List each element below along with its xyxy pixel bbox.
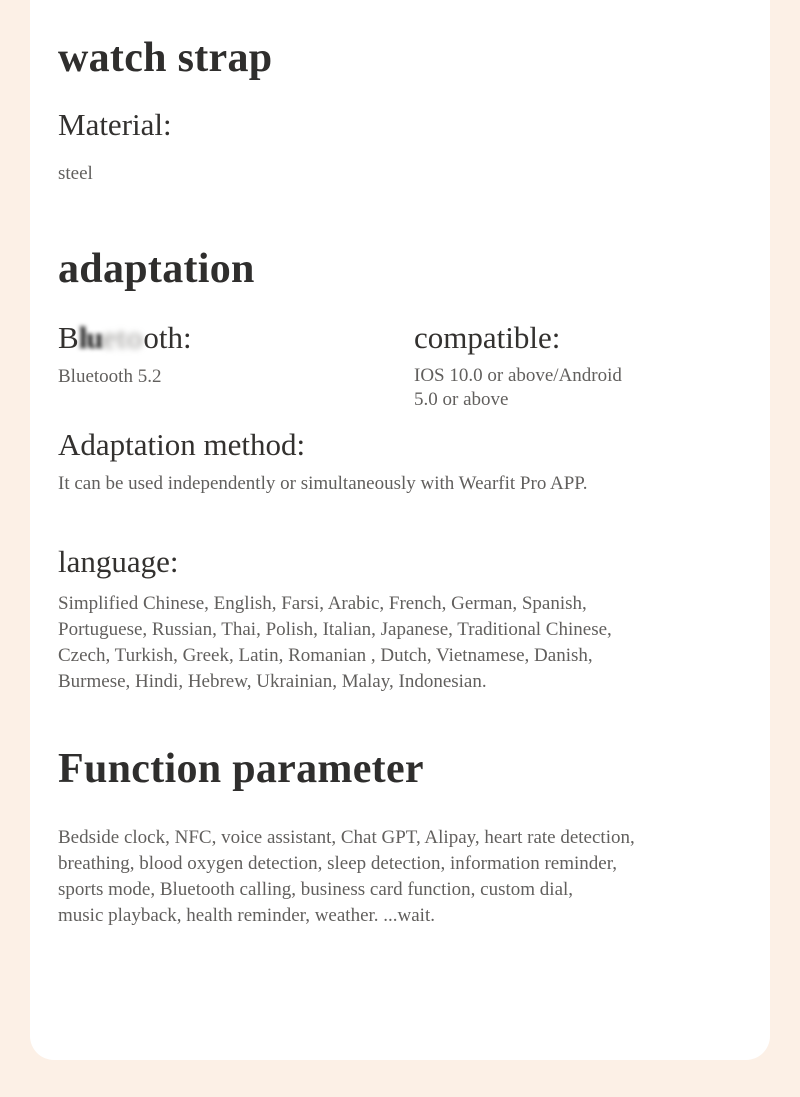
material-value: steel (58, 163, 93, 184)
bluetooth-label-smudge-dark: lu (78, 320, 103, 355)
adaptation-columns (58, 319, 742, 412)
adaptation-method-value: It can be used independently or simultaneously with Wearfit Pro APP. (58, 473, 588, 494)
function-parameter-line: music playback, health reminder, weather. ...wait. (58, 905, 435, 926)
compatible-column (414, 319, 742, 412)
function-parameter-line: Bedside clock, NFC, voice assistant, Chat GPT, Alipay, heart rate detection, (58, 827, 635, 848)
bluetooth-label-suffix: oth: (143, 320, 192, 355)
watch-strap-title: watch strap (58, 35, 273, 81)
language-list-line: Simplified Chinese, English, Farsi, Arabic, French, German, Spanish, (58, 593, 587, 614)
material-label: Material: (58, 107, 172, 142)
bluetooth-column (58, 319, 414, 390)
adaptation-method-label: Adaptation method: (58, 427, 306, 462)
language-list-line: Czech, Turkish, Greek, Latin, Romanian , Dutch, Vietnamese, Danish, (58, 645, 593, 666)
function-parameter-line: sports mode, Bluetooth calling, business card function, custom dial, (58, 879, 574, 900)
language-label: language: (58, 544, 179, 579)
language-list (58, 591, 742, 695)
function-parameter-list (58, 825, 742, 929)
language-list-line: Burmese, Hindi, Hebrew, Ukrainian, Malay, Indonesian. (58, 671, 487, 692)
function-parameter-line: breathing, blood oxygen detection, sleep detection, information reminder, (58, 853, 618, 874)
adaptation-title: adaptation (58, 246, 255, 292)
language-list-line: Portuguese, Russian, Thai, Polish, Italian, Japanese, Traditional Chinese, (58, 619, 612, 640)
compatible-label: compatible: (414, 320, 561, 355)
function-parameter-title: Function parameter (58, 746, 424, 792)
bluetooth-value: Bluetooth 5.2 (58, 366, 162, 387)
bluetooth-label-prefix: B (58, 320, 79, 355)
bluetooth-label-smudge-light: eto (102, 320, 144, 355)
product-description-card (30, 0, 770, 1060)
bluetooth-label (58, 319, 414, 357)
compatible-value-line: 5.0 or above (414, 389, 509, 410)
compatible-value (414, 364, 742, 412)
compatible-value-line: IOS 10.0 or above/Android (414, 365, 622, 386)
